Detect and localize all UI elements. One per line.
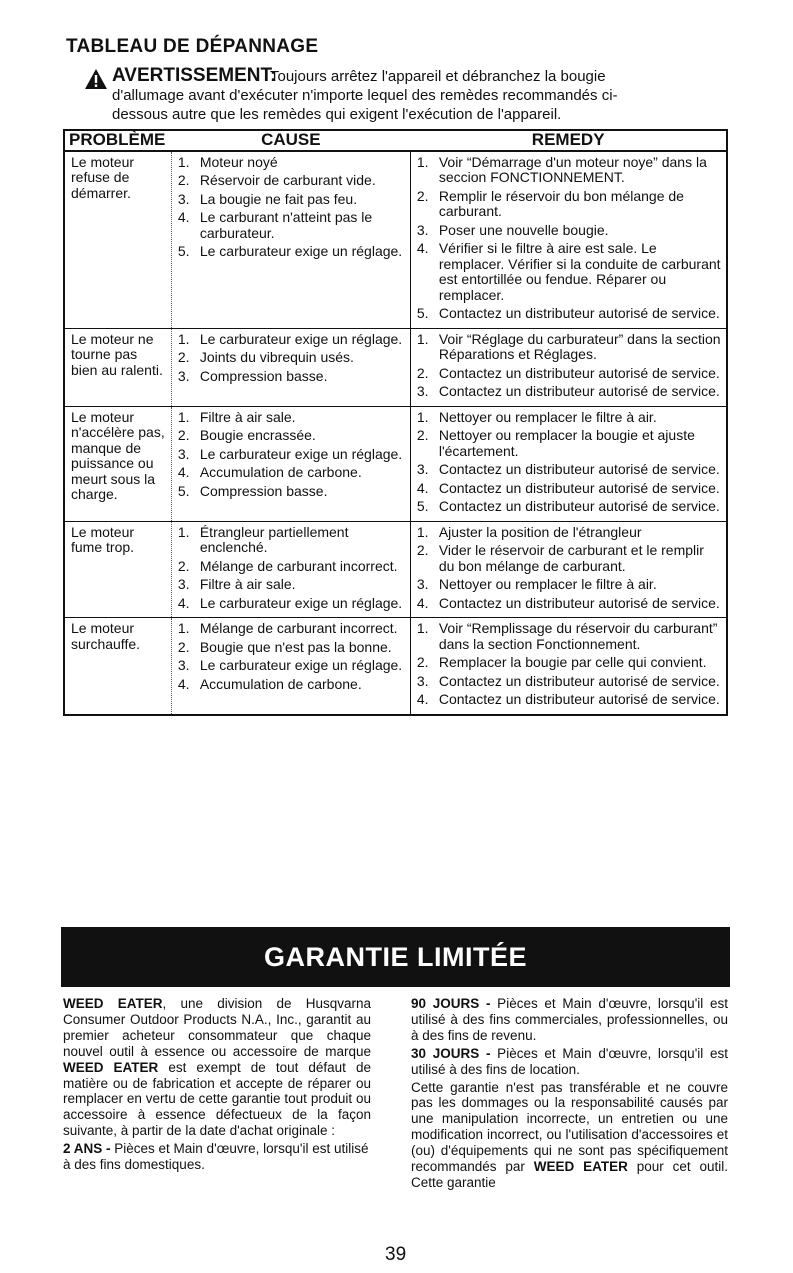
cause-item bbox=[178, 244, 406, 260]
item-text: Vérifier si le filtre à aire est sale. Le remplacer. Vérifier si la conduite de carburant est entortillée ou fendue. Réparer ou remplacer. bbox=[438, 240, 721, 303]
term-text: Pièces et Main d'œuvre, lorsqu'il est utilisé à des fins domestiques. bbox=[63, 1141, 369, 1173]
brand-name: WEED EATER bbox=[533, 1159, 628, 1175]
header-problem: PROBLÈME bbox=[64, 130, 171, 151]
cause-item bbox=[178, 484, 406, 500]
term-heading: 2 ANS - bbox=[63, 1141, 111, 1157]
item-text: Ajuster la position de l'étrangleur bbox=[438, 523, 642, 540]
cause-item bbox=[178, 621, 406, 637]
warranty-2-years bbox=[63, 1141, 371, 1173]
item-number: 4. bbox=[177, 209, 190, 225]
item-number: 4. bbox=[416, 240, 429, 256]
page-title: TABLEAU DE DÉPANNAGE bbox=[66, 36, 319, 57]
item-number: 1. bbox=[177, 330, 190, 347]
cause-item bbox=[178, 332, 406, 348]
cause-cell bbox=[171, 151, 410, 329]
item-text: Nettoyer ou remplacer la bougie et ajuste l'écartement. bbox=[438, 427, 695, 459]
warranty-30-days bbox=[411, 1046, 728, 1078]
item-text: Bougie que n'est pas la bonne. bbox=[199, 638, 392, 655]
item-text: Contactez un distributeur autorisé de service. bbox=[438, 479, 720, 496]
warning-line-3: dessous autre que les remèdes qui exigent l'exécution de l'appareil. bbox=[112, 106, 562, 123]
item-number: 2. bbox=[416, 654, 429, 670]
item-text: Mélange de carburant incorrect. bbox=[199, 557, 398, 574]
cause-item bbox=[178, 173, 406, 189]
problem-cell: Le moteur refuse de démarrer. bbox=[64, 151, 171, 329]
item-text: Contactez un distributeur autorisé de service. bbox=[438, 383, 720, 399]
warranty-text: pour cet outil. Cette garantie bbox=[411, 1159, 728, 1190]
remedy-item bbox=[417, 155, 722, 186]
term-text: Pièces et Main d'œuvre, lorsqu'il est utilisé à des fins de location. bbox=[411, 1045, 728, 1077]
item-text: Voir “Remplissage du réservoir du carburant” dans la section Fonctionnement. bbox=[438, 620, 718, 652]
item-number: 3. bbox=[416, 383, 429, 399]
item-number: 3. bbox=[177, 657, 190, 673]
item-text: Remplacer la bougie par celle qui convient. bbox=[438, 654, 707, 670]
item-text: Accumulation de carbone. bbox=[199, 675, 362, 692]
warning-label: AVERTISSEMENT: bbox=[112, 65, 277, 86]
item-number: 1. bbox=[416, 153, 429, 170]
item-number: 1. bbox=[416, 330, 429, 347]
item-text: Joints du vibrequin usés. bbox=[199, 349, 354, 365]
item-text: Contactez un distributeur autorisé de service. bbox=[438, 594, 720, 611]
term-heading: 90 JOURS - bbox=[411, 996, 491, 1011]
cause-item bbox=[178, 410, 406, 426]
warranty-intro bbox=[63, 996, 371, 1139]
item-number: 1. bbox=[177, 408, 190, 425]
remedy-item bbox=[417, 241, 722, 303]
cause-item bbox=[178, 577, 406, 593]
problem-cell: Le moteur surchauffe. bbox=[64, 618, 171, 715]
warning-line-2: d'allumage avant d'exécuter n'importe lequel des remèdes recommandés ci- bbox=[112, 87, 618, 104]
item-text: Compression basse. bbox=[199, 367, 328, 384]
cause-item bbox=[178, 350, 406, 366]
remedy-item bbox=[417, 525, 722, 541]
item-text: Contactez un distributeur autorisé de service. bbox=[438, 305, 720, 321]
item-number: 4. bbox=[416, 691, 429, 707]
item-number: 1. bbox=[177, 153, 190, 170]
cause-item bbox=[178, 677, 406, 693]
warranty-right-column bbox=[411, 996, 728, 1193]
remedy-cell bbox=[410, 521, 727, 618]
cause-cell bbox=[171, 406, 410, 521]
item-number: 4. bbox=[416, 479, 429, 496]
table-row bbox=[64, 328, 727, 406]
remedy-cell bbox=[410, 328, 727, 406]
item-text: La bougie ne fait pas feu. bbox=[199, 190, 358, 207]
header-cause: CAUSE bbox=[171, 130, 410, 151]
remedy-item bbox=[417, 481, 722, 497]
item-number: 5. bbox=[177, 243, 190, 259]
item-number: 2. bbox=[177, 638, 190, 655]
cause-item bbox=[178, 640, 406, 656]
item-text: Le carburateur exige un réglage. bbox=[199, 594, 403, 611]
remedy-item bbox=[417, 596, 722, 612]
item-number: 4. bbox=[177, 464, 190, 480]
remedy-item bbox=[417, 499, 722, 515]
remedy-item bbox=[417, 577, 722, 593]
cause-item bbox=[178, 369, 406, 385]
item-number: 3. bbox=[177, 190, 190, 207]
cause-item bbox=[178, 192, 406, 208]
cause-item bbox=[178, 559, 406, 575]
item-number: 5. bbox=[177, 482, 190, 499]
warranty-left-column bbox=[63, 996, 371, 1175]
remedy-item bbox=[417, 384, 722, 400]
item-number: 3. bbox=[177, 367, 190, 384]
item-text: Contactez un distributeur autorisé de service. bbox=[438, 498, 720, 514]
remedy-item bbox=[417, 410, 722, 426]
page-number: 39 bbox=[385, 1244, 407, 1265]
header-remedy: REMEDY bbox=[410, 130, 727, 151]
cause-cell bbox=[171, 521, 410, 618]
item-text: Le carburateur exige un réglage. bbox=[199, 330, 403, 347]
item-number: 1. bbox=[177, 523, 190, 540]
item-number: 3. bbox=[416, 221, 429, 238]
item-text: Moteur noyé bbox=[199, 153, 278, 170]
item-number: 4. bbox=[177, 594, 190, 611]
cause-item bbox=[178, 596, 406, 612]
remedy-item bbox=[417, 621, 722, 652]
warranty-text: , une division de Husqvarna Consumer Outdoor Products N.A., Inc., garantit au premier acheteur consommateur que chaque nouvel outil à essence ou accessoire de marque bbox=[63, 996, 371, 1059]
brand-name: WEED EATER bbox=[63, 1059, 159, 1075]
item-text: Le carburateur exige un réglage. bbox=[199, 657, 403, 673]
brand-name: WEED EATER bbox=[63, 996, 163, 1011]
warning-line-1: Toujours arrêtez l'appareil et débranchez la bougie bbox=[270, 68, 606, 85]
item-text: Le carburateur exige un réglage. bbox=[199, 243, 403, 259]
item-text: Le carburateur exige un réglage. bbox=[199, 445, 403, 462]
item-number: 2. bbox=[416, 364, 429, 381]
troubleshooting-table bbox=[63, 129, 728, 716]
item-text: Voir “Démarrage d'un moteur noye” dans la seccion FONCTIONNEMENT. bbox=[438, 153, 707, 185]
problem-cell: Le moteur n'accélère pas, manque de puissance ou meurt sous la charge. bbox=[64, 406, 171, 521]
item-number: 1. bbox=[416, 620, 429, 636]
warranty-conditions bbox=[411, 1080, 728, 1191]
warranty-text: est exempt de tout défaut de matière ou de fabrication et accepte de réparer ou remplacer en vertu de cette garantie tout produit ou accessoire à essence défectueux de la façon suivante, à partir de la date d'achat originale : bbox=[63, 1059, 371, 1139]
item-text: Le carburant n'atteint pas le carburateur. bbox=[199, 209, 373, 241]
item-number: 1. bbox=[416, 523, 429, 540]
cause-item bbox=[178, 525, 406, 556]
cause-item bbox=[178, 428, 406, 444]
item-text: Filtre à air sale. bbox=[199, 408, 296, 425]
remedy-item bbox=[417, 306, 722, 322]
problem-cell: Le moteur ne tourne pas bien au ralenti. bbox=[64, 328, 171, 406]
table-row bbox=[64, 618, 727, 715]
item-text: Mélange de carburant incorrect. bbox=[199, 620, 398, 636]
item-number: 4. bbox=[177, 675, 190, 692]
item-number: 3. bbox=[416, 672, 429, 689]
item-text: Contactez un distributeur autorisé de service. bbox=[438, 364, 720, 381]
item-text: Voir “Réglage du carburateur” dans la section Réparations et Réglages. bbox=[438, 330, 721, 362]
cause-item bbox=[178, 447, 406, 463]
item-text: Poser une nouvelle bougie. bbox=[438, 221, 609, 238]
warranty-text: Cette garantie n'est pas transférable et ne couvre pas les dommages ou la responsabilité causés par une manipulation incorrecte, un entretien ou une modification incorrect, ou l'utilisation d'accessoires et (ou) d'équipements qui ne sont pas spécifiquement recommandés par bbox=[411, 1079, 728, 1175]
item-number: 3. bbox=[416, 461, 429, 477]
item-text: Nettoyer ou remplacer le filtre à air. bbox=[438, 576, 657, 592]
remedy-item bbox=[417, 674, 722, 690]
item-number: 1. bbox=[416, 408, 429, 425]
item-number: 2. bbox=[177, 172, 190, 188]
problem-cell: Le moteur fume trop. bbox=[64, 521, 171, 618]
item-text: Bougie encrassée. bbox=[199, 427, 316, 443]
table-row bbox=[64, 406, 727, 521]
remedy-item bbox=[417, 692, 722, 708]
remedy-item bbox=[417, 543, 722, 574]
item-number: 3. bbox=[416, 576, 429, 592]
term-text: Pièces et Main d'œuvre, lorsqu'il est utilisé à des fins commerciales, professionnelles, ou à des fins de revenu. bbox=[411, 996, 728, 1043]
remedy-item bbox=[417, 462, 722, 478]
item-number: 1. bbox=[177, 620, 190, 636]
cause-cell bbox=[171, 328, 410, 406]
remedy-cell bbox=[410, 406, 727, 521]
warranty-90-days bbox=[411, 996, 728, 1044]
cause-item bbox=[178, 155, 406, 171]
warranty-banner: GARANTIE LIMITÉE bbox=[61, 927, 730, 987]
remedy-item bbox=[417, 655, 722, 671]
item-text: Nettoyer ou remplacer le filtre à air. bbox=[438, 408, 657, 425]
warning-triangle-icon bbox=[84, 68, 108, 90]
remedy-cell bbox=[410, 618, 727, 715]
term-heading: 30 JOURS - bbox=[411, 1045, 491, 1061]
item-number: 5. bbox=[416, 305, 429, 321]
item-number: 2. bbox=[416, 187, 429, 204]
item-number: 2. bbox=[177, 427, 190, 443]
item-number: 2. bbox=[177, 349, 190, 365]
cause-item bbox=[178, 658, 406, 674]
cause-item bbox=[178, 465, 406, 481]
item-number: 3. bbox=[177, 445, 190, 462]
remedy-item bbox=[417, 428, 722, 459]
item-number: 2. bbox=[177, 557, 190, 574]
item-text: Contactez un distributeur autorisé de service. bbox=[438, 691, 720, 707]
item-number: 5. bbox=[416, 498, 429, 514]
cause-cell bbox=[171, 618, 410, 715]
item-text: Filtre à air sale. bbox=[199, 576, 296, 592]
item-text: Étrangleur partiellement enclenché. bbox=[199, 523, 349, 555]
item-text: Vider le réservoir de carburant et le remplir du bon mélange de carburant. bbox=[438, 542, 704, 574]
remedy-cell bbox=[410, 151, 727, 329]
item-number: 2. bbox=[416, 427, 429, 443]
item-number: 4. bbox=[416, 594, 429, 611]
remedy-item bbox=[417, 189, 722, 220]
item-text: Réservoir de carburant vide. bbox=[199, 172, 376, 188]
item-text: Accumulation de carbone. bbox=[199, 464, 362, 480]
remedy-item bbox=[417, 223, 722, 239]
remedy-item bbox=[417, 332, 722, 363]
table-row bbox=[64, 151, 727, 329]
cause-item bbox=[178, 210, 406, 241]
item-number: 3. bbox=[177, 576, 190, 592]
item-number: 2. bbox=[416, 542, 429, 558]
item-text: Remplir le réservoir du bon mélange de carburant. bbox=[438, 187, 684, 219]
item-text: Contactez un distributeur autorisé de service. bbox=[438, 672, 720, 689]
item-text: Contactez un distributeur autorisé de service. bbox=[438, 461, 720, 477]
remedy-item bbox=[417, 366, 722, 382]
item-text: Compression basse. bbox=[199, 482, 328, 499]
table-row bbox=[64, 521, 727, 618]
